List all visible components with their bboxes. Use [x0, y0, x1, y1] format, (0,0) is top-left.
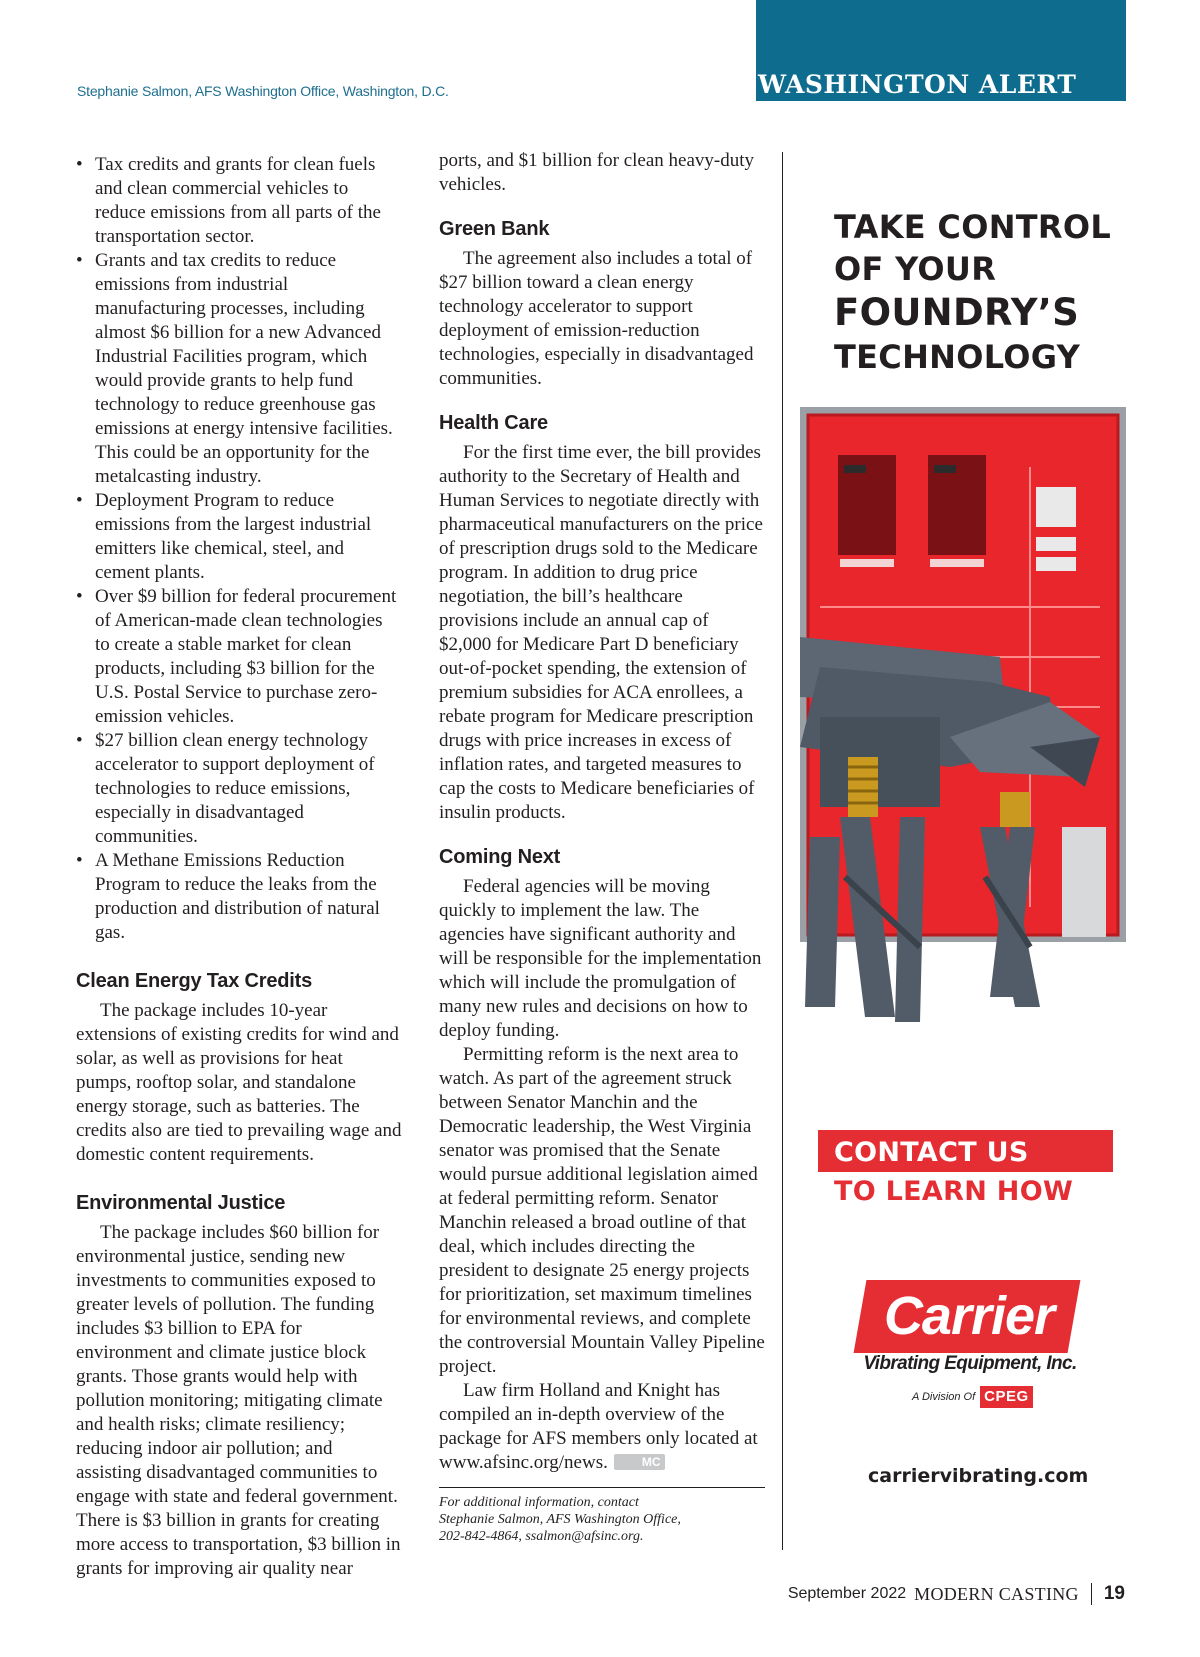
list-item: • $27 billion clean energy technology accelerator to support deployment of technologies to reduce emissions, especially in disadvantaged communities.: [76, 729, 402, 849]
footnote-line: 202-842-4864, ssalmon@afsinc.org.: [439, 1529, 644, 1544]
footer-divider: [1091, 1583, 1092, 1605]
ad-contact-line: CONTACT US: [834, 1137, 1029, 1168]
vibrating-feeder-illustration: [800, 407, 1126, 1067]
page-footer: [788, 1583, 1125, 1605]
division-text: A Division Of: [912, 1391, 976, 1403]
ad-contact-text: [834, 1133, 1073, 1211]
ad-headline-line: OF YOUR: [834, 250, 997, 288]
heading-coming-next: Coming Next: [439, 846, 561, 868]
paragraph-environmental-justice: The package includes $60 billion for environmental justice, sending new investments to communities exposed to greater levels of pollution. The funding includes $3 billion to EPA for environment and climate justice block grants. Those grants would help with pollution monitoring; mitigating climate and health risks; climate resiliency; reducing indoor air pollution; and assisting disadvantaged communities to engage with state and federal government. There is $3 billion in grants for creating more access to transportation, $3 billion in grants for improving air quality near: [76, 1222, 401, 1579]
paragraph-health-care: For the first time ever, the bill provides authority to the Secretary of Health and Human Services to negotiate directly with pharmaceutical manufacturers on the price of prescription drugs sold to the Medicare program. In addition to drug price negotiation, the bill’s healthcare provisions include an annual cap of $2,000 for Medicare Part D beneficiary out-of-pocket spending, the extension of premium subsidies for ACA enrollees, a rebate program for Medicare prescription drugs with price increases in excess of inflation rates, and targeted measures to cap the costs to Medicare beneficiaries of insulin products.: [439, 442, 763, 823]
heading-environmental-justice: Environmental Justice: [76, 1192, 286, 1214]
byline: Stephanie Salmon, AFS Washington Office, Washington, D.C.: [77, 83, 449, 99]
section-title: WASHINGTON ALERT: [758, 70, 1077, 99]
paragraph-coming-next-1: Federal agencies will be moving quickly to implement the law. The agencies have significant authority and will be responsible for the implementation which will include the promulgation of many new rules and decisions on how to deploy funding.: [439, 876, 762, 1041]
list-item: • Over $9 billion for federal procurement of American-made clean technologies to create a stable market for clean products, including $3 billion for the U.S. Postal Service to purchase zero-emission vehicles.: [76, 585, 402, 729]
column-divider: [782, 152, 783, 1550]
carrier-logo-word: Carrier: [883, 1286, 1055, 1346]
ad-headline: [834, 206, 1134, 378]
page-number: 19: [1103, 1583, 1125, 1604]
list-item: • Tax credits and grants for clean fuels and clean commercial vehicles to reduce emissions from all parts of the transportation sector.: [76, 153, 402, 249]
bullet-list: [76, 153, 402, 945]
paragraph-green-bank: The agreement also includes a total of $27 billion toward a clean energy technology accelerator to support deployment of emission-reduction technologies, especially in disadvantaged communities.: [439, 248, 754, 389]
article-column-right: [439, 149, 765, 1545]
ad-headline-line: TECHNOLOGY: [834, 338, 1081, 376]
paragraph-continuation: ports, and $1 billion for clean heavy-duty vehicles.: [439, 150, 755, 195]
footnote-line: For additional information, contact: [439, 1495, 639, 1510]
ad-headline-line: FOUNDRY’S: [834, 291, 1080, 334]
paragraph-coming-next-3: [439, 1379, 765, 1475]
cpeg-logo: CPEG: [980, 1386, 1033, 1408]
list-item: • A Methane Emissions Reduction Program to reduce the leaks from the production and distribution of natural gas.: [76, 849, 402, 945]
magazine-name: MODERN CASTING: [914, 1583, 1079, 1604]
carrier-logo-subtitle: Vibrating Equipment, Inc.: [863, 1353, 1077, 1374]
ad-product-photo: [800, 407, 1126, 1067]
paragraph-coming-next-2: Permitting reform is the next area to watch. As part of the agreement struck between Senator Manchin and the Democratic leadership, the West Virginia senator was promised that the Senate would pursue additional legislation aimed at federal permitting reform. Senator Manchin released a broad outline of that deal, which includes directing the president to designate 25 energy projects for prioritization, set maximum timelines for environmental reviews, and complete the controversial Mountain Valley Pipeline project.: [439, 1044, 765, 1377]
list-item: • Grants and tax credits to reduce emissions from industrial manufacturing processes, including almost $6 billion for a new Advanced Industrial Facilities program, which would provide grants to help fund technology to reduce greenhouse gas emissions at energy intensive facilities. This could be an opportunity for the metalcasting industry.: [76, 249, 402, 489]
footnote-line: Stephanie Salmon, AFS Washington Office,: [439, 1512, 681, 1527]
ad-website-url: carriervibrating.com: [868, 1465, 1089, 1487]
section-header-bar: [756, 0, 1126, 101]
issue-date: September 2022: [787, 1585, 907, 1602]
end-mark-badge: MC: [614, 1454, 665, 1470]
division-line: [912, 1385, 1072, 1409]
footnote: [439, 1494, 765, 1545]
list-item: • Deployment Program to reduce emissions from the largest industrial emitters like chemical, steel, and cement plants.: [76, 489, 402, 585]
ad-contact-line: TO LEARN HOW: [834, 1176, 1074, 1207]
article-column-left: [76, 153, 402, 1581]
paragraph-clean-energy: The package includes 10-year extensions of existing credits for wind and solar, as well as provisions for heat pumps, rooftop solar, and standalone energy storage, such as batteries. The credits also are tied to prevailing wage and domestic content requirements.: [76, 1000, 402, 1165]
footnote-divider: [439, 1487, 765, 1488]
heading-health-care: Health Care: [439, 412, 548, 434]
paragraph-text: Law firm Holland and Knight has compiled an in-depth overview of the package for AFS members only located at www.afsinc.org/news.: [439, 1380, 758, 1473]
ad-headline-line: TAKE CONTROL: [834, 208, 1112, 246]
heading-green-bank: Green Bank: [439, 218, 550, 240]
heading-clean-energy: Clean Energy Tax Credits: [76, 970, 313, 992]
